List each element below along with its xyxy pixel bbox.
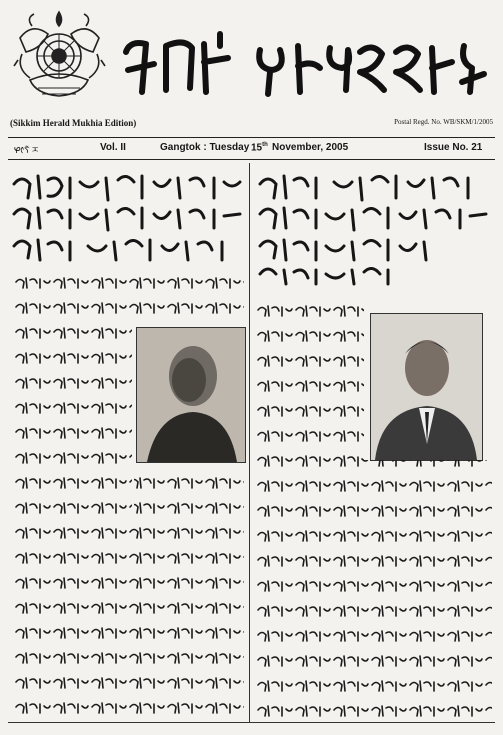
sikkim-emblem-icon [12, 8, 107, 108]
postal-registration: Postal Regd. No. WB/SKM/1/2005 [394, 118, 493, 126]
dateline-rest: November, 2005 [272, 142, 349, 153]
right-headline-glyphs [254, 166, 492, 286]
right-article-body-glyphs [256, 300, 492, 718]
bottom-rule [8, 722, 495, 723]
left-headline-glyphs [8, 166, 246, 266]
lepcha-date-label: ᰋᰦᰛᰶ ᰌ [14, 145, 39, 156]
left-article-body-glyphs [14, 272, 244, 717]
dateline-day: 15th [251, 142, 268, 154]
dateline-prefix: Gangtok : Tuesday [160, 142, 250, 153]
issue-number: Issue No. 21 [424, 142, 483, 153]
edition-label: (Sikkim Herald Mukhia Edition) [10, 118, 137, 128]
masthead-lepcha-title-icon [120, 22, 490, 102]
info-bar [8, 137, 495, 160]
volume-label: Vol. II [100, 142, 126, 153]
column-divider [249, 163, 250, 723]
